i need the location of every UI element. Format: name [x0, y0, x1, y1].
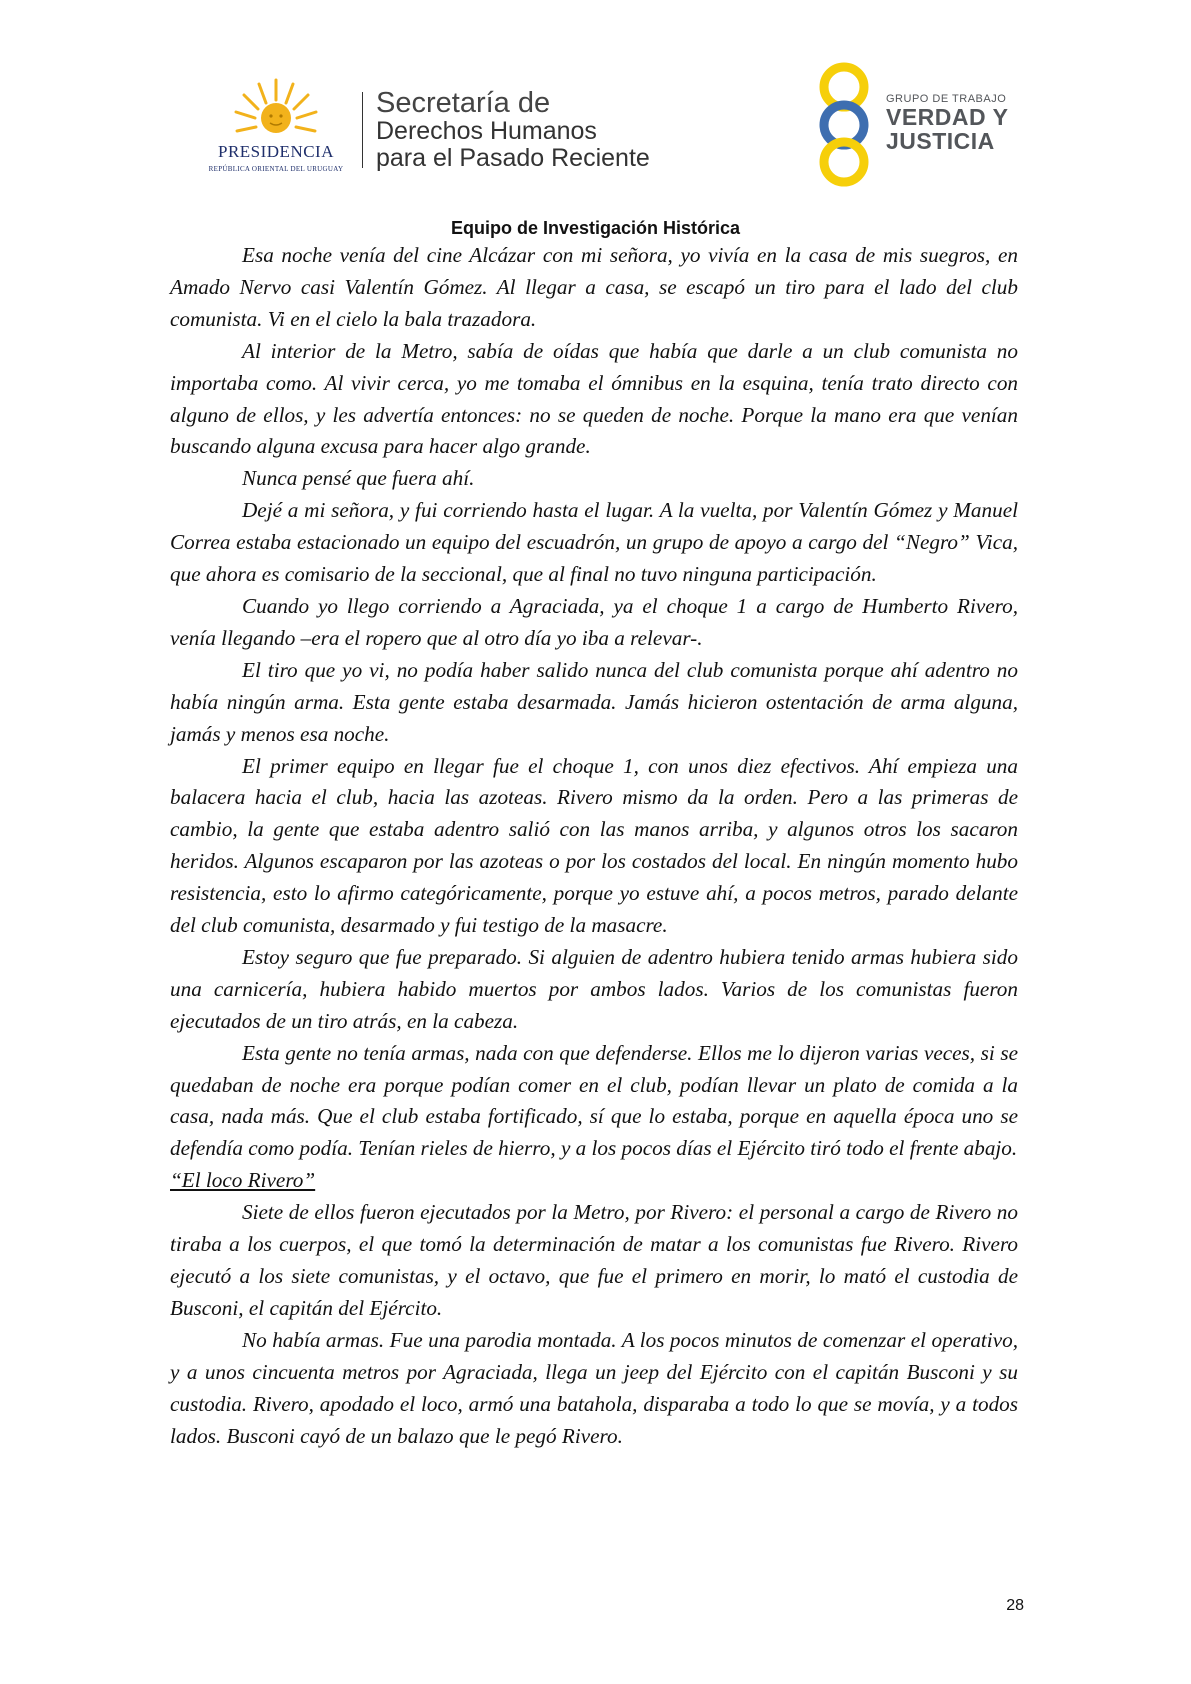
paragraph: Al interior de la Metro, sabía de oídas que había que darle a un club comunista no importaba como. Al vivir cerca, yo me tomaba el ómnibus en la esquina, tenía trato directo con alguno de ellos, y les advertía entonces: no se queden de noche. Porque la mano era que venían buscando alguna excusa para hacer algo grande.	[170, 338, 1018, 459]
paragraph: Esa noche venía del cine Alcázar con mi señora, yo vivía en la casa de mis suegros, en Amado Nervo casi Valentín Gómez. Al llegar a casa, se escapó un tiro para el lado del club comunista. Vi en el cielo la bala trazadora.	[170, 243, 1018, 331]
paragraph: Cuando yo llego corriendo a Agraciada, ya el choque 1 a cargo de Humberto Rivero, venía llegando –era el ropero que al otro día yo iba a relevar-.	[170, 593, 1018, 650]
grupo-line-2: VERDAD Y	[886, 104, 1009, 130]
paragraph: Siete de ellos fueron ejecutados por la Metro, por Rivero: el personal a cargo de Rivero no tiraba a los cuerpos, el que tomó la determinación de matar a los comunistas fue Rivero. Rivero ejecutó a los siete comunistas, y el octavo, que fue el primero en morir, lo mató el custodia de Busconi, el capitán del Ejército.	[170, 1200, 1018, 1320]
paragraph: El primer equipo en llegar fue el choque 1, con unos diez efectivos. Ahí empieza una balacera hacia el club, hacia las azoteas. Rivero mismo da la orden. Pero a las primeras de cambio, la gente que estaba adentro salió con las manos arriba, y algunos otros los sacaron heridos. Algunos escaparon por las azoteas o por los costados del local. En ningún momento hubo resistencia, esto lo afirmo categóricamente, porque yo estuve ahí, a pocos metros, parado delante del club comunista, desarmado y fui testigo de la masacre.	[170, 753, 1018, 938]
presidencia-name: PRESIDENCIA	[217, 142, 334, 161]
grupo-text	[886, 93, 1008, 153]
sun-emblem-icon	[233, 78, 319, 142]
header-divider	[362, 92, 363, 168]
team-title: Equipo de Investigación Histórica	[450, 218, 741, 238]
secretaria-line-3: para el Pasado Reciente	[376, 144, 650, 172]
section-subheading: “El loco Rivero”	[170, 1168, 316, 1193]
grupo-line-1: GRUPO DE TRABAJO	[886, 93, 1007, 105]
page-header	[0, 0, 1191, 215]
rings-logo-icon	[810, 62, 878, 187]
paragraph: Esta gente no tenía armas, nada con que defenderse. Ellos me lo dijeron varias veces, si se quedaban de noche era porque podían comer en el club, podían llevar un plato de comida a la casa, nada más. Que el club estaba fortificado, sí que lo estaba, porque en aquella época uno se defendía como podía. Tenían rieles de hierro, y a los pocos días el Ejército tiró todo el frente abajo.	[170, 1040, 1018, 1161]
paragraph: El tiro que yo vi, no podía haber salido nunca del club comunista porque ahí adentro no había ningún arma. Esta gente estaba desarmada. Jamás hicieron ostentación de arma alguna, jamás y menos esa noche.	[170, 657, 1018, 746]
presidencia-logo	[196, 78, 356, 178]
presidencia-subtitle: REPÚBLICA ORIENTAL DEL URUGUAY	[208, 165, 344, 173]
secretaria-line-2: Derechos Humanos	[376, 117, 597, 145]
paragraph: No había armas. Fue una parodia montada. A los pocos minutos de comenzar el operativo, y a unos cincuenta metros por Agraciada, llega un jeep del Ejército con el capitán Busconi y su custodia. Rivero, apodado el loco, armó una batahola, disparaba a todo lo que se movía, y a todos lados. Busconi cayó de un balazo que le pegó Rivero.	[170, 1327, 1018, 1448]
document-body	[170, 240, 1018, 1452]
paragraph: Estoy seguro que fue preparado. Si alguien de adentro hubiera tenido armas hubiera sido una carnicería, hubiera habido muertos por ambos lados. Varios de los comunistas fueron ejecutados de un tiro atrás, en la cabeza.	[170, 944, 1018, 1033]
paragraph: Dejé a mi señora, y fui corriendo hasta el lugar. A la vuelta, por Valentín Gómez y Manuel Correa estaba estacionado un equipo del escuadrón, un grupo de apoyo a cargo del “Negro” Vica, que ahora es comisario de la seccional, que al final no tuvo ninguna participación.	[170, 498, 1018, 587]
grupo-verdad-justicia-logo	[810, 62, 1030, 192]
secretaria-name	[376, 88, 650, 171]
paragraph: Nunca pensé que fuera ahí.	[242, 466, 475, 491]
secretaria-line-1: Secretaría de	[376, 87, 551, 119]
grupo-line-3: JUSTICIA	[886, 128, 995, 154]
page-number: 28	[1006, 1597, 1024, 1614]
